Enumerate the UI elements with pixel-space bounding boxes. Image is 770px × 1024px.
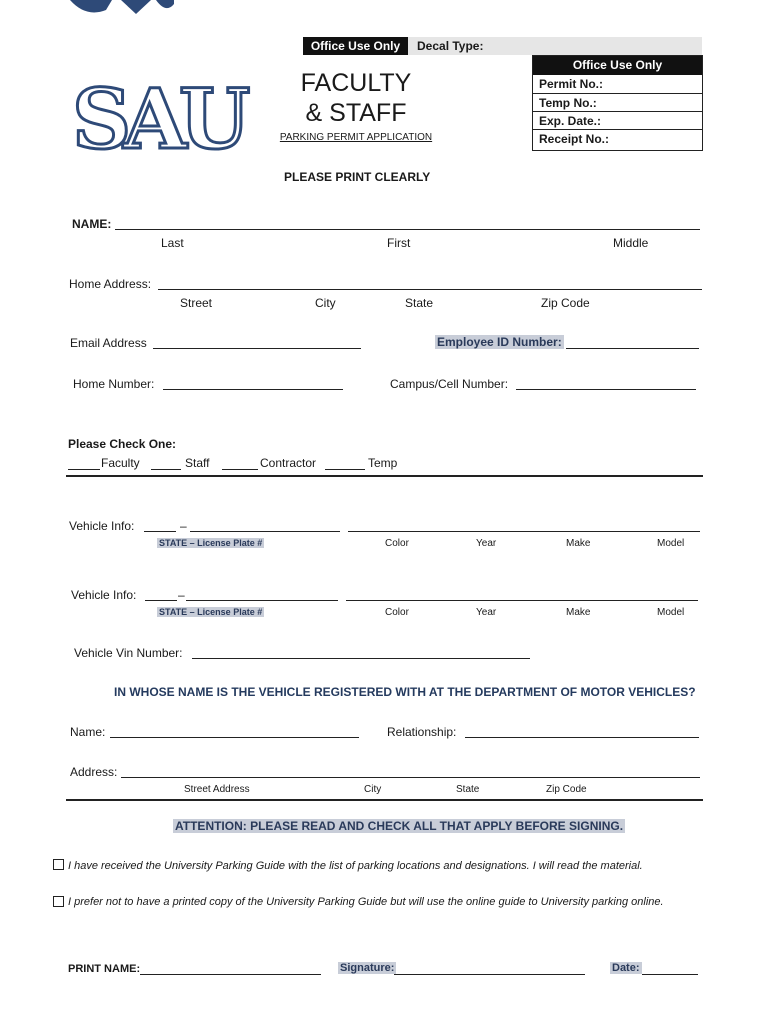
section-divider-1 [66, 475, 703, 477]
subtitle: PARKING PERMIT APPLICATION [279, 132, 433, 143]
address-state: State [405, 296, 434, 310]
date-label: Date: [612, 962, 640, 974]
attention-banner: ATTENTION: PLEASE READ AND CHECK ALL THAT APPLY BEFORE SIGNING. [175, 819, 624, 833]
contractor-blank[interactable] [222, 469, 258, 470]
home-number-line[interactable] [163, 389, 343, 390]
check-guide-received[interactable] [53, 857, 64, 875]
print-clearly: PLEASE PRINT CLEARLY [284, 170, 431, 184]
email-label: Email Address [70, 336, 147, 350]
check-no-printed[interactable] [53, 894, 64, 912]
option-temp: Temp [368, 456, 398, 470]
name-first: First [387, 236, 411, 250]
permit-no-field[interactable]: Permit No.: [539, 77, 604, 91]
home-number-label: Home Number: [73, 377, 155, 391]
vehicle1-year: Year [476, 538, 497, 549]
logo-top-fragment-icon [66, 0, 176, 20]
vehicle1-plate-line[interactable] [190, 531, 340, 532]
vehicle2-state-plate: STATE – License Plate # [159, 607, 263, 617]
address-city: City [315, 296, 336, 310]
reg-zip: Zip Code [546, 784, 587, 795]
checkbox-guide-received[interactable] [53, 859, 64, 870]
print-name-label: PRINT NAME: [68, 963, 141, 975]
vehicle2-details-line[interactable] [346, 600, 698, 601]
sau-logo [72, 70, 243, 168]
check-guide-received-text: I have received the University Parking Guide with the list of parking locations and designations. I will read the material. [68, 860, 643, 872]
title-line1: FACULTY [300, 69, 412, 97]
vehicle1-state-line[interactable] [144, 531, 176, 532]
registered-question: IN WHOSE NAME IS THE VEHICLE REGISTERED WITH AT THE DEPARTMENT OF MOTOR VEHICLES? [114, 685, 696, 699]
vehicle2-year: Year [476, 607, 497, 618]
reg-name-label: Name: [70, 725, 106, 739]
reg-name-line[interactable] [110, 737, 359, 738]
home-address-label: Home Address: [69, 277, 152, 291]
temp-no-field[interactable]: Temp No.: [533, 93, 702, 111]
vehicle1-details-line[interactable] [348, 531, 700, 532]
option-faculty: Faculty [101, 456, 140, 470]
name-middle: Middle [613, 236, 649, 250]
receipt-no-field[interactable]: Receipt No.: [533, 129, 702, 147]
vehicle1-label: Vehicle Info: [69, 519, 135, 533]
address-zip: Zip Code [541, 296, 590, 310]
reg-street-address: Street Address [184, 784, 250, 795]
vehicle1-make: Make [566, 538, 591, 549]
faculty-blank[interactable] [68, 469, 100, 470]
reg-address-label: Address: [70, 765, 118, 779]
reg-address-line[interactable] [121, 777, 700, 778]
vehicle2-make: Make [566, 607, 591, 618]
reg-city: City [364, 784, 382, 795]
checkbox-no-printed[interactable] [53, 896, 64, 907]
reg-state: State [456, 784, 480, 795]
vehicle2-model: Model [657, 607, 685, 618]
section-divider-2 [66, 799, 703, 801]
employee-id-line[interactable] [566, 348, 699, 349]
svg-text:SAU: SAU [72, 72, 243, 168]
vin-label: Vehicle Vin Number: [74, 646, 183, 660]
vehicle2-plate-line[interactable] [186, 600, 338, 601]
signature-label: Signature: [340, 962, 395, 974]
email-line[interactable] [153, 348, 361, 349]
vehicle2-state-line[interactable] [145, 600, 177, 601]
temp-blank[interactable] [325, 469, 365, 470]
decal-type-label: Decal Type: [417, 39, 484, 53]
office-use-box [532, 55, 703, 151]
vehicle1-color: Color [385, 538, 409, 549]
name-label: NAME: [72, 217, 112, 231]
employee-id-label: Employee ID Number: [437, 335, 562, 349]
address-street: Street [180, 296, 213, 310]
office-use-label: Office Use Only [303, 37, 408, 55]
relationship-label: Relationship: [387, 725, 457, 739]
option-staff: Staff [185, 456, 210, 470]
date-line[interactable] [642, 974, 698, 975]
staff-blank[interactable] [151, 469, 181, 470]
vehicle2-label: Vehicle Info: [71, 588, 137, 602]
name-line[interactable] [115, 229, 700, 230]
print-name-line[interactable] [140, 974, 321, 975]
home-address-line[interactable] [158, 289, 702, 290]
name-last: Last [161, 236, 184, 250]
vehicle1-model: Model [657, 538, 685, 549]
vehicle2-dash: – [178, 588, 185, 602]
campus-cell-line[interactable] [516, 389, 696, 390]
title-line2: & STAFF [305, 99, 407, 127]
check-one-label: Please Check One: [68, 437, 177, 451]
office-box-heading: Office Use Only [533, 56, 702, 75]
vin-line[interactable] [192, 658, 530, 659]
option-contractor: Contractor [260, 456, 317, 470]
office-use-bar [303, 37, 702, 55]
vehicle1-state-plate: STATE – License Plate # [159, 538, 263, 548]
campus-cell-label: Campus/Cell Number: [390, 377, 509, 391]
exp-date-field[interactable]: Exp. Date.: [533, 111, 702, 129]
signature-line[interactable] [394, 974, 585, 975]
vehicle2-color: Color [385, 607, 409, 618]
title-block [270, 68, 442, 143]
check-no-printed-text: I prefer not to have a printed copy of the University Parking Guide but will use the online guide to University parking online. [68, 896, 664, 908]
relationship-line[interactable] [465, 737, 699, 738]
vehicle1-dash: – [180, 519, 187, 533]
sau-logo-icon [72, 70, 243, 168]
